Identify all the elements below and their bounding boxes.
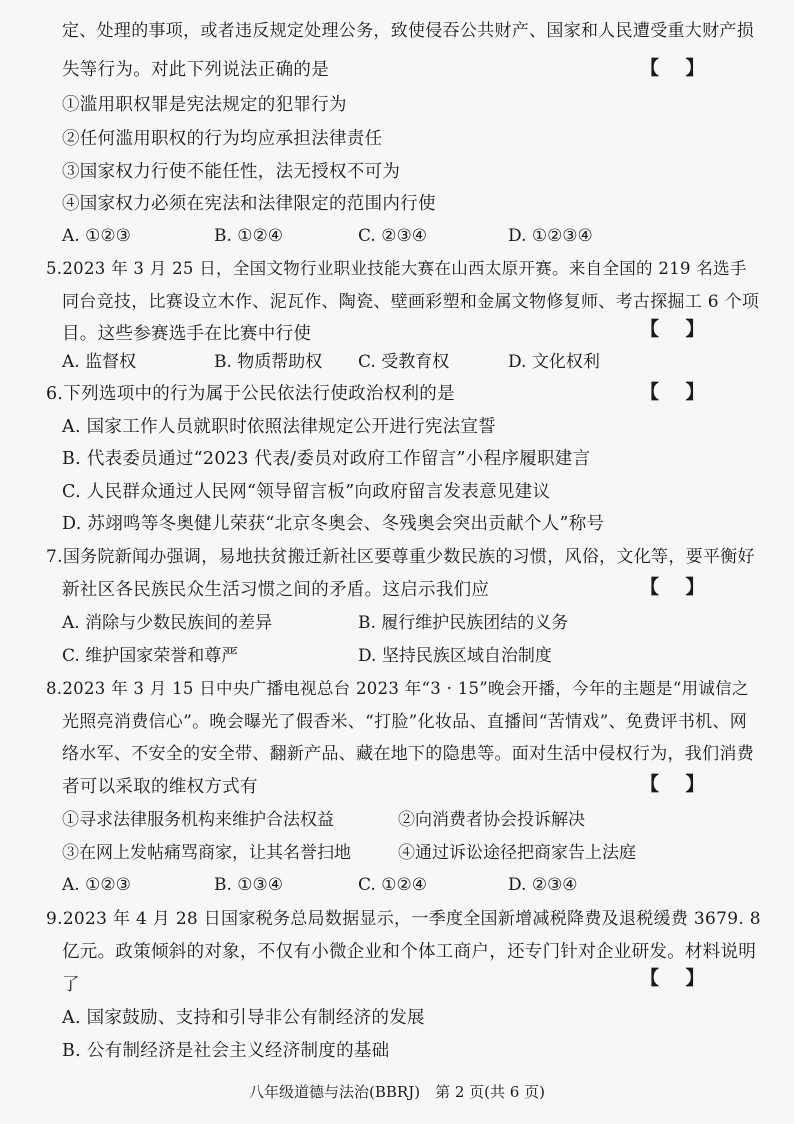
q7-stem-line-2: 新社区各民族民众生活习惯之间的矛盾。这启示我们应 bbox=[62, 580, 490, 600]
q8-stem-line-3: 络水军、不安全的安全带、翻新产品、藏在地下的隐患等。面对生活中侵权行为，我们消费 bbox=[62, 744, 754, 764]
q8-item-4: ④通过诉讼途径把商家告上法庭 bbox=[398, 843, 636, 863]
q8-item-3: ③在网上发帖痛骂商家，让其名誉扫地 bbox=[62, 843, 351, 863]
q4-answer-bracket: 【 】 bbox=[640, 57, 705, 79]
q7-option-b: B. 履行维护民族团结的义务 bbox=[358, 613, 569, 633]
q4-option-c: C. ②③④ bbox=[358, 226, 427, 246]
q8-option-b: B. ①③④ bbox=[214, 875, 284, 895]
q8-item-1: ①寻求法律服务机构来维护合法权益 bbox=[62, 810, 334, 830]
q5-option-c: C. 受教育权 bbox=[358, 352, 450, 372]
q8-option-d: D. ②③④ bbox=[508, 875, 578, 895]
q6-option-b: B. 代表委员通过“2023 代表/委员对政府工作留言”小程序履职建言 bbox=[62, 449, 591, 469]
q4-option-b: B. ①②④ bbox=[214, 226, 284, 246]
q7-answer-bracket: 【 】 bbox=[640, 576, 705, 598]
q4-option-a: A. ①②③ bbox=[62, 226, 131, 246]
page-footer: 八年级道德与法治(BBRJ) 第 2 页(共 6 页) bbox=[249, 1083, 545, 1101]
q7-stem-line-1: 7.国务院新闻办强调，易地扶贫搬迁新社区要尊重少数民族的习惯，风俗，文化等，要平衡好 bbox=[46, 547, 755, 567]
q9-option-b: B. 公有制经济是社会主义经济制度的基础 bbox=[62, 1041, 390, 1061]
q5-option-b: B. 物质帮助权 bbox=[214, 352, 323, 372]
q4-stem-line-1: 定、处理的事项，或者违反规定处理公务，致使侵吞公共财产、国家和人民遭受重大财产损 bbox=[62, 21, 754, 41]
q9-stem-line-1: 9.2023 年 4 月 28 日国家税务总局数据显示，一季度全国新增减税降费及退税缓费 3679. 8 bbox=[46, 909, 761, 929]
q5-stem-line-1: 5.2023 年 3 月 25 日，全国文物行业职业技能大赛在山西太原开赛。来自全国的 219 名选手 bbox=[46, 259, 747, 278]
q8-item-2: ②向消费者协会投诉解决 bbox=[398, 810, 585, 830]
q8-stem-line-4: 者可以采取的维权方式有 bbox=[62, 777, 258, 797]
q6-option-c: C. 人民群众通过人民网“领导留言板”向政府留言发表意见建议 bbox=[62, 482, 551, 502]
q8-stem-line-2: 光照亮消费信心”。晚会曝光了假香米、“打脸”化妆品、直播间“苦情戏”、免费评书机、网 bbox=[62, 712, 748, 732]
q5-stem-line-2: 同台竞技，比赛设立木作、泥瓦作、陶瓷、壁画彩塑和金属文物修复师、考古探掘工 6 个项 bbox=[62, 292, 760, 312]
q8-stem-line-1: 8.2023 年 3 月 15 日中央广播电视总台 2023 年“3 · 15”晚会开播，今年的主题是“用诚信之 bbox=[46, 679, 749, 698]
q9-answer-bracket: 【 】 bbox=[640, 967, 705, 989]
q5-stem-line-3: 目。这些参赛选手在比赛中行使 bbox=[62, 324, 312, 344]
q9-stem-line-2: 亿元。政策倾斜的对象，不仅有小微企业和个体工商户，还专门针对企业研发。材料说明 bbox=[62, 942, 757, 962]
q7-option-c: C. 维护国家荣誉和尊严 bbox=[62, 646, 239, 666]
q5-option-d: D. 文化权利 bbox=[508, 352, 600, 372]
q4-item-3: ③国家权力行使不能任性，法无授权不可为 bbox=[62, 162, 401, 182]
q9-option-a: A. 国家鼓励、支持和引导非公有制经济的发展 bbox=[62, 1008, 425, 1028]
q8-option-a: A. ①②③ bbox=[62, 875, 131, 895]
q6-option-d: D. 苏翊鸣等冬奥健儿荣获“北京冬奥会、冬残奥会突出贡献个人”称号 bbox=[62, 514, 605, 534]
q4-item-2: ②任何滥用职权的行为均应承担法律责任 bbox=[62, 129, 383, 149]
q6-stem-line-1: 6.下列选项中的行为属于公民依法行使政治权利的是 bbox=[46, 384, 455, 404]
q6-answer-bracket: 【 】 bbox=[640, 381, 705, 403]
q4-option-d: D. ①②③④ bbox=[508, 226, 593, 246]
q4-item-4: ④国家权力必须在宪法和法律限定的范围内行使 bbox=[62, 194, 436, 214]
q9-stem-line-3: 了 bbox=[62, 975, 80, 995]
q5-answer-bracket: 【 】 bbox=[640, 318, 705, 340]
q4-item-1: ①滥用职权罪是宪法规定的犯罪行为 bbox=[62, 95, 347, 115]
q8-answer-bracket: 【 】 bbox=[640, 773, 705, 795]
q4-stem-line-2: 失等行为。对此下列说法正确的是 bbox=[62, 60, 329, 80]
q7-option-d: D. 坚持民族区域自治制度 bbox=[358, 646, 552, 666]
q8-option-c: C. ①②④ bbox=[358, 875, 427, 895]
q7-option-a: A. 消除与少数民族间的差异 bbox=[62, 613, 273, 633]
q6-option-a: A. 国家工作人员就职时依照法律规定公开进行宪法宣誓 bbox=[62, 417, 497, 437]
q5-option-a: A. 监督权 bbox=[62, 352, 137, 372]
